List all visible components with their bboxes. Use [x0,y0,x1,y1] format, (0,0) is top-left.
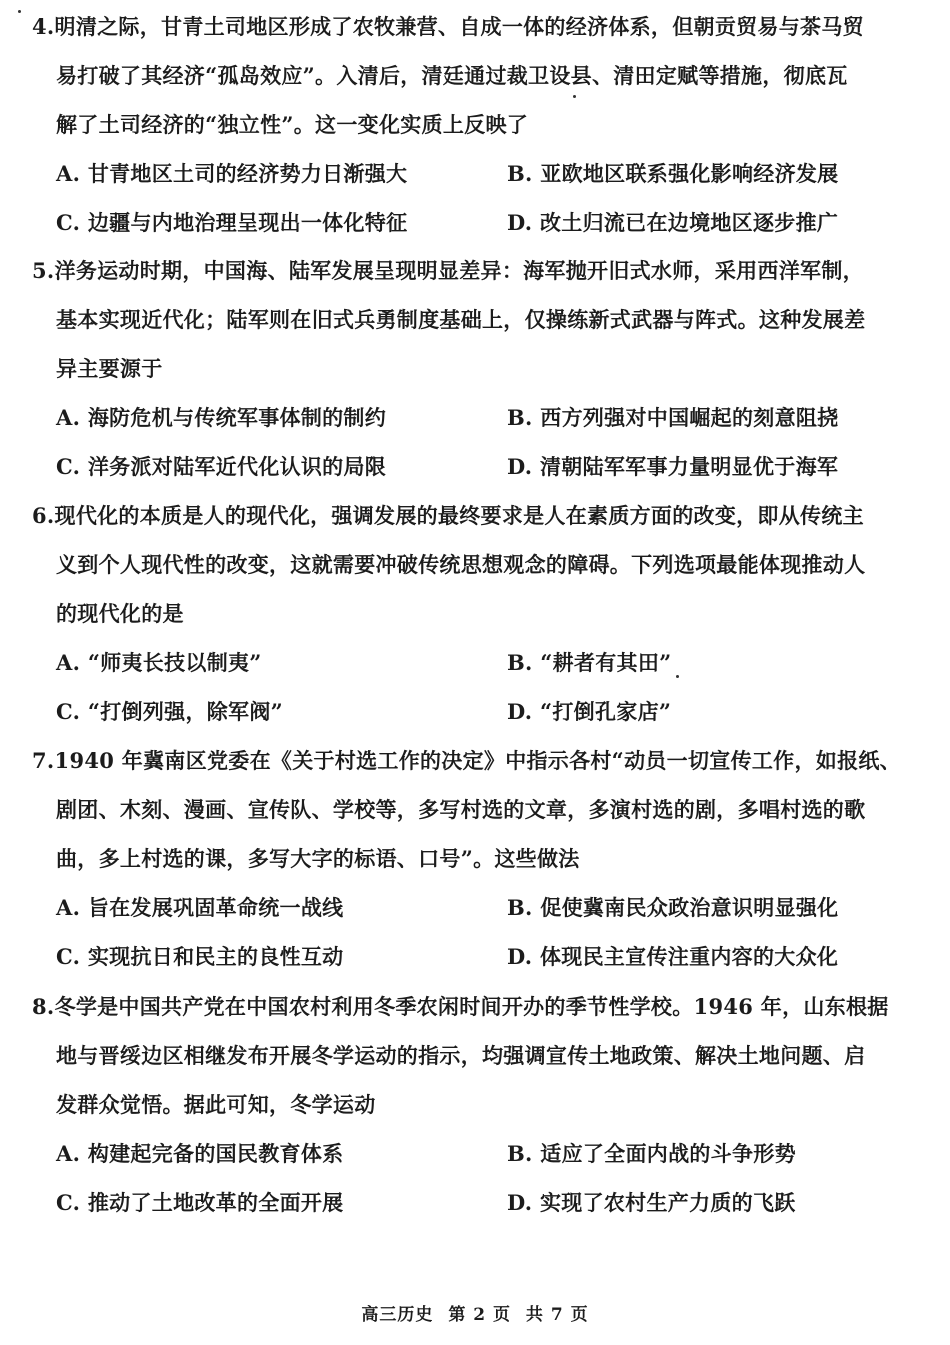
scan-speck [676,675,679,678]
option-c[interactable]: C. 边疆与内地治理呈现出一体化特征 [56,210,408,235]
stem-line: 解了土司经济的“独立性”。这一变化实质上反映了 [56,112,529,137]
option-c[interactable]: C. 洋务派对陆军近代化认识的局限 [56,454,387,479]
scan-speck [18,10,21,13]
stem-line: 基本实现近代化；陆军则在旧式兵勇制度基础上，仅操练新式武器与阵式。这种发展差 [56,307,866,332]
footer-total: 共 7 页 [525,1305,589,1325]
stem-line: 地与晋绥边区相继发布开展冬学运动的指示，均强调宣传土地政策、解决土地问题、启 [56,1043,866,1068]
option-a[interactable]: A. 构建起完备的国民教育体系 [56,1141,344,1166]
question-number: 8. [32,994,55,1019]
footer-subject: 高三历史 [361,1305,434,1325]
question-stem [32,2,922,149]
stem-line: 易打破了其经济“孤岛效应”。入清后，清廷通过裁卫设县、清田定赋等措施，彻底瓦 [56,63,848,88]
options [32,393,922,491]
option-c[interactable]: C. 实现抗日和民主的良性互动 [56,944,344,969]
option-b[interactable]: B. 适应了全面内战的斗争形势 [507,1141,796,1166]
stem-line: 1940 年冀南区党委在《关于村选工作的决定》中指示各村“动员一切宣传工作，如报纸、 [54,748,901,773]
footer-page: 第 2 页 [448,1305,511,1325]
stem-line: 的现代化的是 [56,601,184,626]
option-d[interactable]: D. 实现了农村生产力质的飞跃 [507,1190,796,1215]
option-b[interactable]: B. 西方列强对中国崛起的刻意阻挠 [507,405,839,430]
option-a[interactable]: A. “师夷长技以制夷” [56,650,262,675]
stem-line: 义到个人现代性的改变，这就需要冲破传统思想观念的障碍。下列选项最能体现推动人 [56,552,866,577]
option-c[interactable]: C. “打倒列强，除军阀” [56,699,284,724]
option-b[interactable]: B. 亚欧地区联系强化影响经济发展 [507,161,839,186]
option-d[interactable]: D. “打倒孔家店” [507,699,672,724]
page-footer [0,1300,950,1325]
option-c[interactable]: C. 推动了土地改革的全面开展 [56,1190,344,1215]
option-a[interactable]: A. 甘青地区土司的经济势力日渐强大 [56,161,408,186]
question-4 [32,2,922,247]
stem-line: 剧团、木刻、漫画、宣传队、学校等，多写村选的文章，多演村选的剧，多唱村选的歌 [56,797,866,822]
stem-line: 冬学是中国共产党在中国农村利用冬季农闲时间开办的季节性学校。1946 年，山东根据 [54,994,889,1019]
stem-line: 曲，多上村选的课，多写大字的标语、口号”。这些做法 [56,846,580,871]
question-8 [32,982,922,1227]
option-b[interactable]: B. “耕者有其田” [507,650,672,675]
options [32,883,922,981]
option-d[interactable]: D. 清朝陆军军事力量明显优于海军 [507,454,839,479]
question-6 [32,491,922,736]
option-d[interactable]: D. 体现民主宣传注重内容的大众化 [507,944,839,969]
stem-line: 洋务运动时期，中国海、陆军发展呈现明显差异：海军抛开旧式水师，采用西洋军制， [54,258,864,283]
question-number: 7. [32,748,55,773]
question-number: 5. [32,258,55,283]
question-number: 6. [32,503,55,528]
options [32,1129,922,1227]
options [32,149,922,247]
stem-line: 发群众觉悟。据此可知，冬学运动 [56,1092,376,1117]
scan-speck [573,95,576,98]
options [32,638,922,736]
stem-line: 异主要源于 [56,356,163,381]
question-stem [32,736,922,883]
option-a[interactable]: A. 海防危机与传统军事体制的制约 [56,405,387,430]
option-a[interactable]: A. 旨在发展巩固革命统一战线 [56,895,344,920]
option-b[interactable]: B. 促使冀南民众政治意识明显强化 [507,895,839,920]
question-stem [32,491,922,638]
question-stem [32,982,922,1129]
stem-line: 现代化的本质是人的现代化，强调发展的最终要求是人在素质方面的改变，即从传统主 [54,503,864,528]
question-5 [32,246,922,491]
stem-line: 明清之际，甘青土司地区形成了农牧兼营、自成一体的经济体系，但朝贡贸易与茶马贸 [54,14,864,39]
question-7 [32,736,922,981]
option-d[interactable]: D. 改土归流已在边境地区逐步推广 [507,210,839,235]
question-stem [32,246,922,393]
question-number: 4. [32,14,55,39]
